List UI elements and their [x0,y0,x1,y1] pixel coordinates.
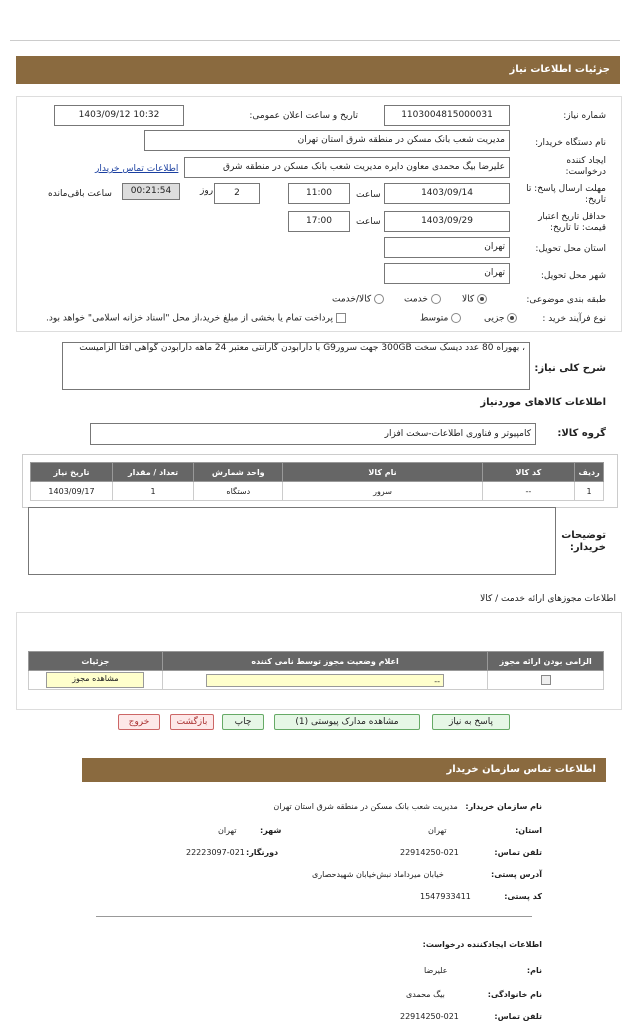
top-divider [10,40,620,41]
table-row [29,671,604,690]
contact-province-value: تهران [428,826,447,835]
contact-postal-value: 1547933411 [420,892,471,901]
permit-status-cell [162,671,488,690]
payment-checkbox[interactable] [336,313,346,323]
page-title: جزئیات اطلاعات نیاز [509,64,610,75]
creator-phone-value: 22914250-021 [400,1012,459,1021]
back-button[interactable]: بازگشت [170,714,214,730]
summary-field [62,342,530,390]
city-field: تهران [384,263,510,284]
creator-last-name-label: نام خانوادگی: [487,990,542,999]
creator-label: ایجاد کننده درخواست: [565,156,606,177]
reply-button[interactable]: پاسخ به نیاز [432,714,510,730]
contact-address-label: آدرس پستی: [491,870,542,879]
buyer-notes-label: توضیحات خریدار: [561,530,606,553]
cell-code: -- [482,482,575,501]
creator-info-title: اطلاعات ایجادکننده درخواست: [422,940,542,949]
permit-required-cell [488,671,604,690]
process-label: نوع فرآیند خرید : [542,314,606,324]
table-row[interactable] [31,482,604,501]
process-partial-radio[interactable] [507,313,517,323]
reply-date-field: 1403/09/14 [384,183,510,204]
contact-city-value: تهران [218,826,237,835]
cell-name: سرور [283,482,482,501]
payment-note-option[interactable]: پرداخت تمام یا بخشی از مبلغ خرید،از محل "اسناد خزانه اسلامی" خواهد بود. [46,313,346,324]
buyer-org-field: مدیریت شعب بانک مسکن در منطقه شرق استان تهران [144,130,510,151]
category-goods-radio[interactable] [477,294,487,304]
col-date: تاریخ نیاز [31,463,113,482]
cell-qty: 1 [112,482,193,501]
buyer-org-label: نام دستگاه خریدار: [535,138,606,148]
price-time-field: 17:00 [288,211,350,232]
province-field: تهران [384,237,510,258]
goods-group-field: کامپیوتر و فناوری اطلاعات-سخت افزار [90,423,536,445]
goods-table-header [31,463,604,482]
permit-details-cell [29,671,163,690]
permits-table-header [29,652,604,671]
days-field: 2 [214,183,260,204]
process-medium-radio[interactable] [451,313,461,323]
creator-field: علیرضا بیگ محمدی معاون دایره مدیریت شعب بانک مسکن در منطقه شرق [184,157,510,178]
price-date-field: 1403/09/29 [384,211,510,232]
announce-label: تاریخ و ساعت اعلان عمومی: [249,111,358,121]
buyer-notes-field[interactable] [28,507,556,575]
reply-time-label: ساعت [356,190,381,200]
city-label: شهر محل تحویل: [540,271,606,281]
col-code: کد کالا [482,463,575,482]
reply-time-field: 11:00 [288,183,350,204]
creator-phone-label: تلفن تماس: [494,1012,542,1021]
print-button[interactable]: چاپ [222,714,264,730]
category-goods-service-radio[interactable] [374,294,384,304]
col-name: نام کالا [283,463,482,482]
col-row: ردیف [575,463,604,482]
contact-city-label: شهر: [260,826,282,835]
permits-title: اطلاعات مجوزهای ارائه خدمت / کالا [480,594,616,604]
goods-table [30,462,604,501]
contact-postal-label: کد پستی: [504,892,542,901]
view-permit-button[interactable]: مشاهده مجوز [46,672,144,688]
exit-button[interactable]: خروج [118,714,160,730]
province-label: استان محل تحویل: [535,244,606,254]
announce-field: 1403/09/12 10:32 [54,105,184,126]
cell-date: 1403/09/17 [31,482,113,501]
remaining-time-field: 00:21:54 [122,183,180,200]
creator-first-name-value: علیرضا [424,966,448,975]
permits-table [28,651,604,690]
view-attachments-button[interactable]: مشاهده مدارک پیوستی (1) [274,714,420,730]
creator-last-name-value: بیگ محمدی [406,990,445,999]
col-unit: واحد شمارش [194,463,283,482]
permit-status-field: -- [206,674,444,687]
need-number-label: شماره نیاز: [563,111,606,121]
contact-divider [96,916,532,917]
contact-fax-value: 22223097-021 [186,848,245,857]
process-partial-option[interactable]: جزیی [484,313,517,324]
contact-fax-label: دورنگار: [246,848,279,857]
permit-required-checkbox [541,675,551,685]
page-header [16,56,620,84]
contact-province-row: استان: [515,826,542,835]
goods-group-label: گروه کالا: [557,428,606,439]
cell-unit: دستگاه [194,482,283,501]
category-label: طبقه بندی موضوعی: [526,295,606,305]
remaining-time-label: ساعت باقی‌مانده [48,189,112,199]
category-service-radio[interactable] [431,294,441,304]
col-permit-details: جزئیات [29,652,163,671]
category-goods-service-option[interactable]: کالا/خدمت [332,294,384,305]
process-medium-option[interactable]: متوسط [420,313,461,324]
buyer-contact-link[interactable]: اطلاعات تماس خریدار [95,164,179,174]
contact-org-row: نام سازمان خریدار: مدیریت شعب بانک مسکن در منطقه شرق استان تهران [273,802,542,811]
price-validity-label: حداقل تاریخ اعتبار قیمت: تا تاریخ: [538,212,606,233]
col-qty: تعداد / مقدار [112,463,193,482]
contact-phone-value: 22914250-021 [400,848,459,857]
day-label: روز [200,186,214,196]
need-number-field: 1103004815000031 [384,105,510,126]
category-service-option[interactable]: خدمت [404,294,441,305]
contact-header [82,758,606,782]
contact-address-value: خیابان میرداماد نبش‌خیابان شهیدحصاری [312,870,444,879]
category-goods-option[interactable]: کالا [462,294,487,305]
col-permit-status: اعلام وضعیت مجوز توسط نامی کننده [162,652,488,671]
reply-deadline-label: مهلت ارسال پاسخ: تا تاریخ: [526,184,606,205]
creator-first-name-label: نام: [526,966,542,975]
price-time-label: ساعت [356,217,381,227]
summary-label: شرح کلی نیاز: [534,363,606,374]
summary-text: ، بهوراه 80 عدد دیسک سخت 300GB جهت سرورG9 با دارابودن گارانتی معتبر 24 ماهه دارابودن گواهی افتا الزامیست [79,343,525,353]
cell-row: 1 [575,482,604,501]
goods-title: اطلاعات کالاهای موردنیاز [480,397,606,408]
contact-title: اطلاعات تماس سازمان خریدار [446,764,596,775]
contact-phone-label: تلفن تماس: [494,848,542,857]
col-permit-required: الزامی بودن ارائه مجوز [488,652,604,671]
